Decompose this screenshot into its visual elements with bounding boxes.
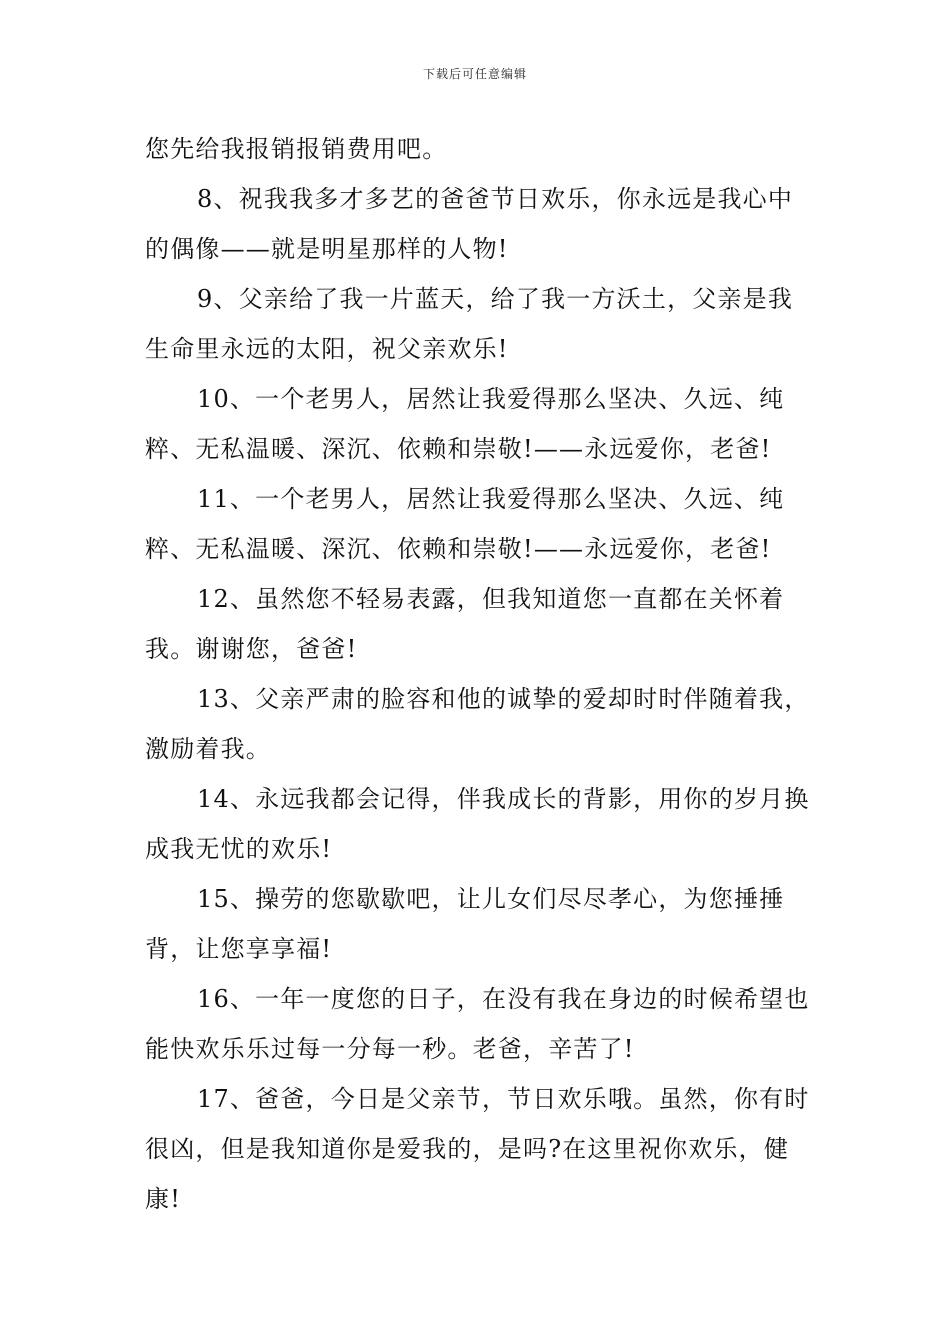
document-body	[145, 124, 813, 1224]
paragraph-continuation: 您先给我报销报销费用吧。	[145, 135, 448, 163]
paragraph-item-15: 15、操劳的您歇歇吧，让儿女们尽尽孝心，为您捶捶背，让您享享福!	[145, 885, 785, 963]
paragraph-item-9: 9、父亲给了我一片蓝天，给了我一方沃土，父亲是我生命里永远的太阳，祝父亲欢乐!	[145, 285, 794, 363]
paragraph-item-13: 13、父亲严肃的脸容和他的诚挚的爱却时时伴随着我，激励着我。	[145, 685, 810, 763]
paragraph-item-10: 10、一个老男人，居然让我爱得那么坚决、久远、纯粹、无私温暖、深沉、依赖和崇敬!——永远爱你，老爸!	[145, 385, 785, 463]
paragraph-item-14: 14、永远我都会记得，伴我成长的背影，用你的岁月换成我无忧的欢乐!	[145, 785, 810, 863]
paragraph-item-8: 8、祝我我多才多艺的爸爸节日欢乐，你永远是我心中的偶像——就是明星那样的人物!	[145, 185, 794, 263]
paragraph-item-11: 11、一个老男人，居然让我爱得那么坚决、久远、纯粹、无私温暖、深沉、依赖和崇敬!——永远爱你，老爸!	[145, 485, 785, 563]
paragraph-item-12: 12、虽然您不轻易表露，但我知道您一直都在关怀着我。谢谢您，爸爸!	[145, 585, 785, 663]
paragraph-item-17: 17、爸爸，今日是父亲节，节日欢乐哦。虽然，你有时很凶，但是我知道你是爱我的，是吗?在这里祝你欢乐，健康!	[145, 1085, 810, 1213]
header-note: 下载后可任意编辑	[422, 67, 527, 81]
paragraph-item-16: 16、一年一度您的日子，在没有我在身边的时候希望也能快欢乐乐过每一分每一秒。老爸，辛苦了!	[145, 985, 810, 1063]
